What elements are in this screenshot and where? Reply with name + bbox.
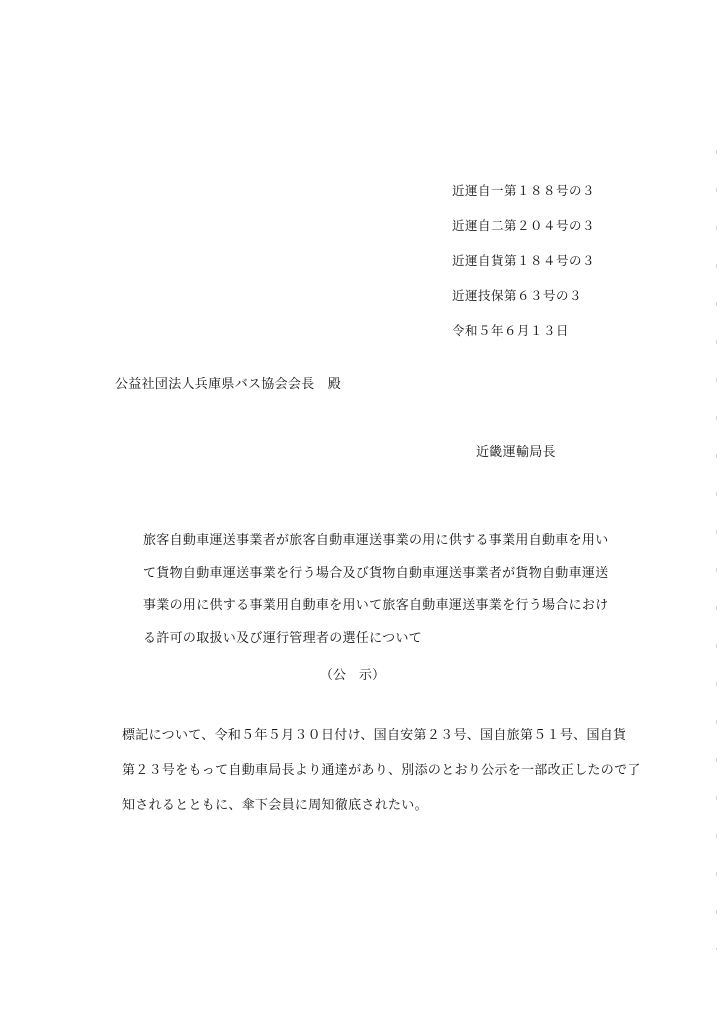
subject-line: る許可の取扱い及び運行管理者の選任について xyxy=(143,631,423,647)
body-line: 標記について、令和５年５月３０日付け、国自安第２３号、国自旅第５１号、国自貨 xyxy=(122,728,627,743)
subject-line: て貨物自動車運送事業を行う場合及び貨物自動車運送事業者が貨物自動車運送 xyxy=(143,565,609,581)
reference-number: 近運自一第１８８号の３ xyxy=(452,183,596,198)
body-paragraph xyxy=(122,727,641,832)
scan-edge-artifact xyxy=(716,150,717,950)
body-line: 第２３号をもって自動車局長より通達があり、別添のとおり公示を一部改正したので了 xyxy=(122,763,641,778)
subject-line: 旅客自動車運送事業者が旅客自動車運送事業の用に供する事業用自動車を用い xyxy=(143,533,609,548)
body-line: 知されるとともに、傘下会員に周知徹底されたい。 xyxy=(122,798,428,813)
reference-block xyxy=(452,182,632,357)
reference-number: 近運自貨第１８４号の３ xyxy=(452,253,596,268)
reference-number: 近運技保第６３号の３ xyxy=(452,288,583,303)
addressee: 公益社団法人兵庫県バス協会会長 殿 xyxy=(115,377,342,392)
reference-number: 近運自二第２０４号の３ xyxy=(452,218,596,233)
sender: 近畿運輸局長 xyxy=(476,445,556,460)
subject-line: 事業の用に供する事業用自動車を用いて旅客自動車運送事業を行う場合におけ xyxy=(143,598,609,614)
document-date: 令和５年６月１３日 xyxy=(452,323,570,338)
subject-block xyxy=(143,532,609,663)
notice-label: （公 示） xyxy=(320,668,386,683)
